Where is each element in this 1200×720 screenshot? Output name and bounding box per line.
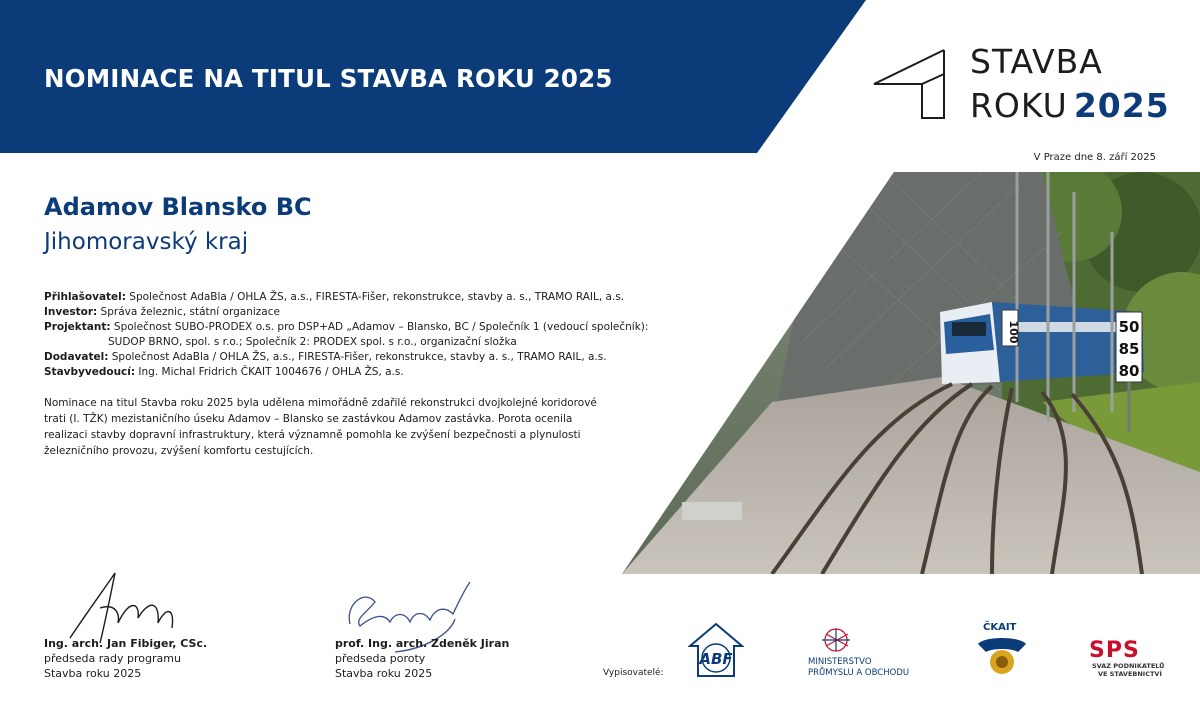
sign-kilometer: 100 <box>1007 320 1020 344</box>
logo-text-stavba: STAVBA <box>970 42 1103 81</box>
signatory-name: Ing. arch. Jan Fibiger, CSc. <box>44 637 208 650</box>
speed-sign-1: 50 <box>1118 318 1140 336</box>
sps-subtitle-line2: VE STAVEBNICTVÍ <box>1098 670 1162 678</box>
detail-label: Stavbyvedoucí: <box>44 366 136 378</box>
speed-sign-2: 85 <box>1118 340 1140 358</box>
detail-investor <box>44 305 664 320</box>
detail-applicant <box>44 290 664 305</box>
detail-site-manager <box>44 365 664 380</box>
logo-text-roku <box>970 86 1170 125</box>
ministry-name-line1: MINISTERSTVO <box>808 657 872 667</box>
ckait-text: ČKAIT <box>983 622 1017 633</box>
nomination-text <box>44 395 604 459</box>
detail-value: Správa železnic, státní organizace <box>97 306 280 318</box>
signatory-program: Stavba roku 2025 <box>335 667 433 680</box>
nomination-line: Nominace na titul Stavba roku 2025 byla udělena mimořádně zdařilé rekonstrukci dvojkolejné koridorové <box>44 397 597 409</box>
logo-year: 2025 <box>1073 86 1170 125</box>
sps-subtitle-line1: SVAZ PODNIKATELŮ <box>1092 662 1165 670</box>
detail-designer-continued: SUDOP BRNO, spol. s r.o.; Společník 2: PRODEX spol. s r.o., organizační složka <box>108 336 517 348</box>
logo-text-roku-word: ROKU <box>970 86 1068 125</box>
detail-value: Společnost AdaBla / OHLA ŽS, a.s., FIRESTA-Fišer, rekonstrukce, stavby a. s., TRAMO RAIL, a.s. <box>125 291 625 303</box>
organizers-label: Vypisovatelé: <box>603 668 664 678</box>
project-region: Jihomoravský kraj <box>44 229 249 255</box>
signatory-role: předseda poroty <box>335 652 426 665</box>
detail-label: Dodavatel: <box>44 351 109 363</box>
issue-date: V Praze dne 8. září 2025 <box>1033 152 1156 163</box>
signatory-name: prof. Ing. arch. Zdeněk Jiran <box>335 637 510 650</box>
speed-sign-3: 80 <box>1118 362 1140 380</box>
detail-value: Ing. Michal Fridrich ČKAIT 1004676 / OHLA ŽS, a.s. <box>135 366 404 378</box>
project-title: Adamov Blansko BC <box>44 193 312 221</box>
detail-value: Společnost AdaBla / OHLA ŽS, a.s., FIRESTA-Fišer, rekonstrukce, stavby a. s., TRAMO RAIL, a.s. <box>108 351 607 363</box>
detail-designer <box>44 320 664 335</box>
detail-value: Společnost SUBO-PRODEX o.s. pro DSP+AD „Adamov – Blansko, BC / Společník 1 (vedoucí společník): <box>110 321 649 333</box>
signatory-program: Stavba roku 2025 <box>44 667 142 680</box>
railway-train-photo <box>622 172 1200 574</box>
nomination-line: železničního provozu, zvýšení komfortu cestujících. <box>44 445 314 457</box>
detail-label: Přihlašovatel: <box>44 291 126 303</box>
nomination-line: trati (I. TŽK) mezistaničního úseku Adamov – Blansko se zastávkou Adamov zastávka. Porota ocenila <box>44 413 573 425</box>
nomination-line: realizaci stavby dopravní infrastruktury, která významně pomohla ke zvýšení bezpečnosti a plynulosti <box>44 429 581 441</box>
signatory-role: předseda rady programu <box>44 652 181 665</box>
ministry-name-line2: PRŮMYSLU A OBCHODU <box>808 668 910 678</box>
detail-label: Projektant: <box>44 321 111 333</box>
abf-logo-icon <box>688 622 744 678</box>
sps-logo-text: SPS <box>1089 638 1140 663</box>
project-details <box>44 290 664 380</box>
detail-label: Investor: <box>44 306 98 318</box>
banner-title: NOMINACE NA TITUL STAVBA ROKU 2025 <box>44 64 613 93</box>
signature-block-1 <box>44 636 207 681</box>
abf-text: ABF <box>699 650 733 668</box>
detail-supplier <box>44 350 664 365</box>
signature-block-2 <box>335 636 509 681</box>
